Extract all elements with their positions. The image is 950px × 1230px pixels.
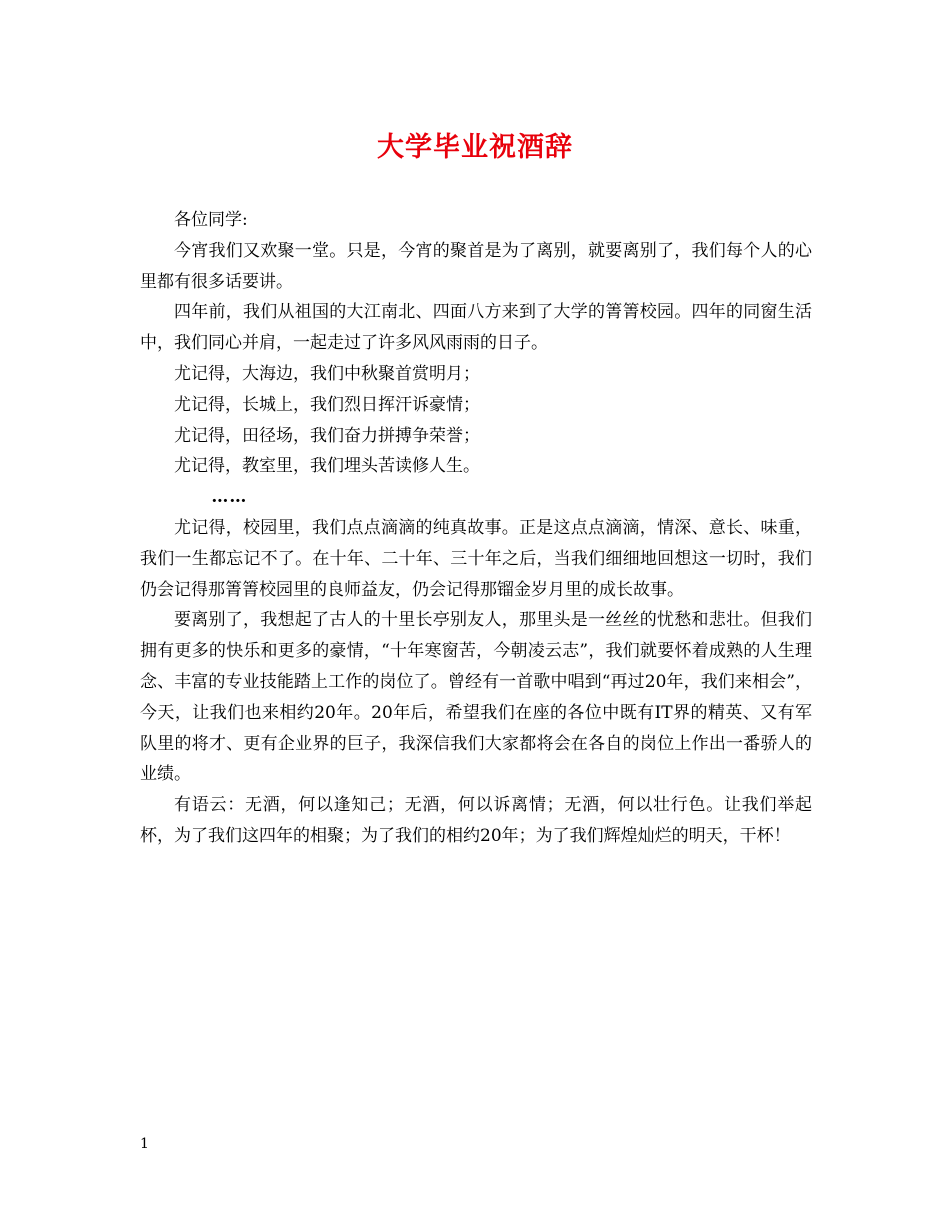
- document-title: 大学毕业祝酒辞: [377, 132, 573, 163]
- memory-line: 尤记得，大海边，我们中秋聚首赏明月；: [174, 363, 480, 384]
- document-body: [140, 205, 812, 852]
- salutation: 各位同学:: [174, 210, 248, 230]
- memory-line: 尤记得，教室里，我们埋头苦读修人生。: [174, 456, 480, 477]
- paragraph: 尤记得，校园里，我们点点滴滴的纯真故事。正是这点点滴滴，情深、意长、味重，我们一生都忘记不了。在十年、二十年、三十年之后，当我们细细地回想这一切时，我们仍会记得那箐箐校园里的良师益友，仍会记得那镏金岁月里的成长故事。: [140, 517, 812, 600]
- page-number: 1: [140, 1136, 149, 1152]
- paragraph: 要离别了，我想起了古人的十里长亭别友人，那里头是一丝丝的忧愁和悲壮。但我们拥有更多的快乐和更多的豪情，“十年寒窗苦，今朝凌云志”，我们就要怀着成熟的人生理念、丰富的专业技能踏上工作的岗位了。曾经有一首歌中唱到“再过20年，我们来相会”，今天，让我们也来相约20年。20年后，希望我们在座的各位中既有IT界的精英、又有军队里的将才、更有企业界的巨子，我深信我们大家都将会在各自的岗位上作出一番骄人的业绩。: [140, 610, 812, 785]
- memory-line: 尤记得，田径场，我们奋力拼搏争荣誉；: [174, 425, 480, 446]
- paragraph: 今宵我们又欢聚一堂。只是，今宵的聚首是为了离别，就要离别了，我们每个人的心里都有很多话要讲。: [140, 240, 812, 292]
- paragraph: 四年前，我们从祖国的大江南北、四面八方来到了大学的箐箐校园。四年的同窗生活中，我们同心并肩，一起走过了许多风风雨雨的日子。: [140, 302, 812, 354]
- ellipsis: ……: [211, 487, 248, 508]
- paragraph: 有语云：无酒，何以逢知己；无酒，何以诉离情；无酒，何以壮行色。让我们举起杯，为了我们这四年的相聚；为了我们的相约20年；为了我们辉煌灿烂的明天，干杯！: [140, 795, 812, 846]
- memory-line: 尤记得，长城上，我们烈日挥汗诉豪情；: [174, 394, 480, 415]
